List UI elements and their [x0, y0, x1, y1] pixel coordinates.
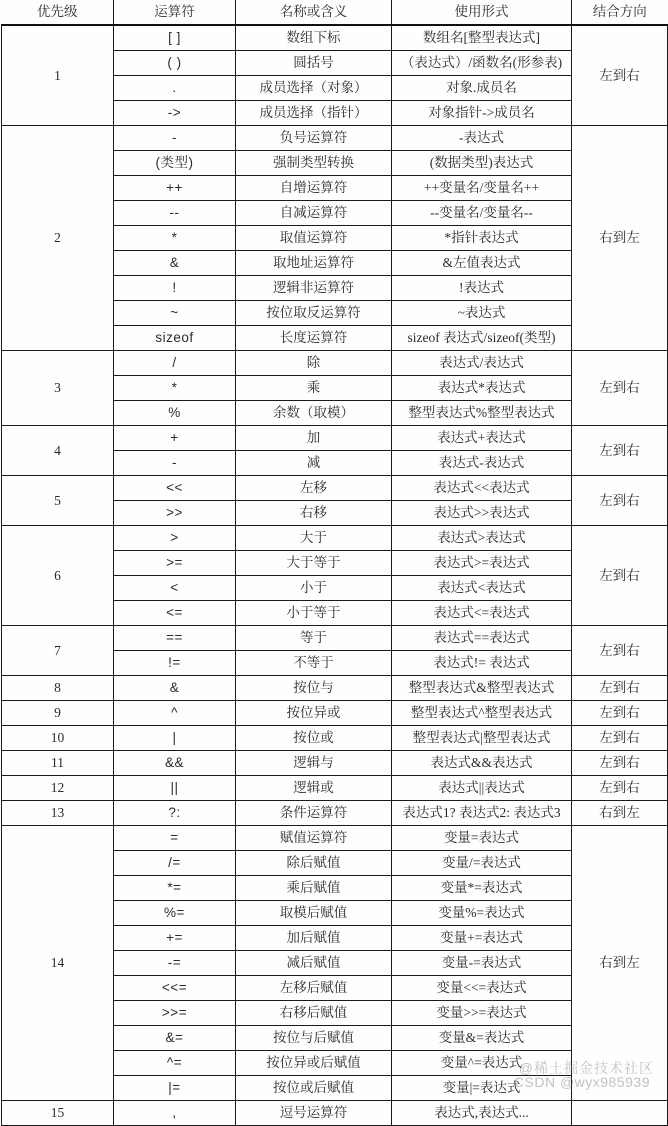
usage-cell: --变量名/变量名--	[392, 201, 572, 226]
meaning-cell: 等于	[236, 626, 392, 651]
operator-cell: +=	[114, 926, 236, 951]
operator-cell: [ ]	[114, 25, 236, 51]
operator-cell: -=	[114, 951, 236, 976]
meaning-cell: 余数（取模）	[236, 401, 392, 426]
usage-cell: 表达式+表达式	[392, 426, 572, 451]
meaning-cell: 右移后赋值	[236, 1001, 392, 1026]
meaning-cell: 取模后赋值	[236, 901, 392, 926]
meaning-cell: 小于等于	[236, 601, 392, 626]
table-header	[2, 0, 668, 25]
usage-cell: 变量%=表达式	[392, 901, 572, 926]
associativity-cell: 左到右	[572, 25, 668, 126]
operator-cell: /	[114, 351, 236, 376]
usage-cell: 整型表达式^整型表达式	[392, 701, 572, 726]
operator-cell: sizeof	[114, 326, 236, 351]
usage-cell: 对象.成员名	[392, 76, 572, 101]
meaning-cell: 取地址运算符	[236, 251, 392, 276]
meaning-cell: 减	[236, 451, 392, 476]
usage-cell: 变量<<=表达式	[392, 976, 572, 1001]
usage-cell: 整型表达式&整型表达式	[392, 676, 572, 701]
operator-cell: ^=	[114, 1051, 236, 1076]
table-row	[2, 426, 668, 451]
usage-cell: 表达式1? 表达式2: 表达式3	[392, 801, 572, 826]
priority-cell: 4	[2, 426, 114, 476]
associativity-cell: 右到左	[572, 126, 668, 351]
associativity-cell: 左到右	[572, 626, 668, 676]
operator-cell: ==	[114, 626, 236, 651]
operator-cell: <<=	[114, 976, 236, 1001]
usage-cell: 表达式>=表达式	[392, 551, 572, 576]
operator-cell: /=	[114, 851, 236, 876]
meaning-cell: 成员选择（指针）	[236, 101, 392, 126]
operator-cell: <	[114, 576, 236, 601]
table-row	[2, 676, 668, 701]
associativity-cell: 左到右	[572, 701, 668, 726]
meaning-cell: 加后赋值	[236, 926, 392, 951]
meaning-cell: 除后赋值	[236, 851, 392, 876]
operator-cell: ++	[114, 176, 236, 201]
operator-cell: >>=	[114, 1001, 236, 1026]
associativity-cell	[572, 1101, 668, 1126]
table-row	[2, 25, 668, 51]
meaning-cell: 自减运算符	[236, 201, 392, 226]
header-operator: 运算符	[114, 0, 236, 25]
operator-cell: &=	[114, 1026, 236, 1051]
usage-cell: 表达式/表达式	[392, 351, 572, 376]
usage-cell: 表达式==表达式	[392, 626, 572, 651]
priority-cell: 8	[2, 676, 114, 701]
priority-cell: 3	[2, 351, 114, 426]
operator-cell: *	[114, 376, 236, 401]
operator-cell: --	[114, 201, 236, 226]
table-row	[2, 351, 668, 376]
priority-cell: 9	[2, 701, 114, 726]
meaning-cell: 乘	[236, 376, 392, 401]
meaning-cell: 强制类型转换	[236, 151, 392, 176]
table-body	[2, 25, 668, 1126]
usage-cell: 数组名[整型表达式]	[392, 25, 572, 51]
operator-cell: ^	[114, 701, 236, 726]
priority-cell: 7	[2, 626, 114, 676]
meaning-cell: 按位取反运算符	[236, 301, 392, 326]
usage-cell: (数据类型)表达式	[392, 151, 572, 176]
usage-cell: 表达式!= 表达式	[392, 651, 572, 676]
operator-cell: %	[114, 401, 236, 426]
operator-cell: &&	[114, 751, 236, 776]
operator-cell: =	[114, 826, 236, 851]
operator-cell: <<	[114, 476, 236, 501]
priority-cell: 15	[2, 1101, 114, 1126]
associativity-cell: 左到右	[572, 476, 668, 526]
meaning-cell: 自增运算符	[236, 176, 392, 201]
usage-cell: ~表达式	[392, 301, 572, 326]
usage-cell: 变量&=表达式	[392, 1026, 572, 1051]
table-row	[2, 1101, 668, 1126]
associativity-cell: 右到左	[572, 801, 668, 826]
usage-cell: 表达式*表达式	[392, 376, 572, 401]
meaning-cell: 负号运算符	[236, 126, 392, 151]
meaning-cell: 条件运算符	[236, 801, 392, 826]
usage-cell: 变量*=表达式	[392, 876, 572, 901]
priority-cell: 10	[2, 726, 114, 751]
associativity-cell: 左到右	[572, 776, 668, 801]
operator-cell: -	[114, 451, 236, 476]
associativity-cell: 左到右	[572, 351, 668, 426]
usage-cell: 表达式||表达式	[392, 776, 572, 801]
usage-cell: 变量-=表达式	[392, 951, 572, 976]
usage-cell: 表达式-表达式	[392, 451, 572, 476]
table-row	[2, 751, 668, 776]
usage-cell: 对象指针->成员名	[392, 101, 572, 126]
operator-cell: !	[114, 276, 236, 301]
operator-cell: >	[114, 526, 236, 551]
priority-cell: 6	[2, 526, 114, 626]
meaning-cell: 数组下标	[236, 25, 392, 51]
operator-cell: *=	[114, 876, 236, 901]
operator-cell: ~	[114, 301, 236, 326]
operator-cell: <=	[114, 601, 236, 626]
meaning-cell: 赋值运算符	[236, 826, 392, 851]
usage-cell: sizeof 表达式/sizeof(类型)	[392, 326, 572, 351]
table-row	[2, 476, 668, 501]
operator-cell: &	[114, 676, 236, 701]
meaning-cell: 取值运算符	[236, 226, 392, 251]
operator-cell: .	[114, 76, 236, 101]
meaning-cell: 逻辑与	[236, 751, 392, 776]
meaning-cell: 按位或	[236, 726, 392, 751]
operator-cell: |	[114, 726, 236, 751]
usage-cell: 表达式>>表达式	[392, 501, 572, 526]
usage-cell: &左值表达式	[392, 251, 572, 276]
meaning-cell: 乘后赋值	[236, 876, 392, 901]
usage-cell: 表达式>表达式	[392, 526, 572, 551]
table-row	[2, 801, 668, 826]
usage-cell: （表达式）/函数名(形参表)	[392, 51, 572, 76]
priority-cell: 11	[2, 751, 114, 776]
associativity-cell: 左到右	[572, 426, 668, 476]
usage-cell: 变量/=表达式	[392, 851, 572, 876]
operator-cell: !=	[114, 651, 236, 676]
meaning-cell: 成员选择（对象）	[236, 76, 392, 101]
meaning-cell: 按位或后赋值	[236, 1076, 392, 1101]
priority-cell: 13	[2, 801, 114, 826]
meaning-cell: 左移后赋值	[236, 976, 392, 1001]
meaning-cell: 左移	[236, 476, 392, 501]
usage-cell: 表达式,表达式...	[392, 1101, 572, 1126]
meaning-cell: 加	[236, 426, 392, 451]
operator-cell: >>	[114, 501, 236, 526]
usage-cell: 变量=表达式	[392, 826, 572, 851]
operator-precedence-table	[1, 0, 668, 1126]
usage-cell: 变量^=表达式	[392, 1051, 572, 1076]
operator-cell: ||	[114, 776, 236, 801]
header-associativity: 结合方向	[572, 0, 668, 25]
operator-cell: ?:	[114, 801, 236, 826]
operator-cell: ,	[114, 1101, 236, 1126]
table-row	[2, 776, 668, 801]
associativity-cell: 左到右	[572, 751, 668, 776]
operator-cell: +	[114, 426, 236, 451]
operator-cell: ->	[114, 101, 236, 126]
usage-cell: 表达式<<表达式	[392, 476, 572, 501]
operator-cell: ( )	[114, 51, 236, 76]
operator-cell: %=	[114, 901, 236, 926]
priority-cell: 5	[2, 476, 114, 526]
usage-cell: 变量+=表达式	[392, 926, 572, 951]
usage-cell: 变量|=表达式	[392, 1076, 572, 1101]
meaning-cell: 逻辑非运算符	[236, 276, 392, 301]
table-row	[2, 126, 668, 151]
usage-cell: 整型表达式%整型表达式	[392, 401, 572, 426]
meaning-cell: 按位与后赋值	[236, 1026, 392, 1051]
operator-cell: -	[114, 126, 236, 151]
meaning-cell: 减后赋值	[236, 951, 392, 976]
meaning-cell: 除	[236, 351, 392, 376]
usage-cell: !表达式	[392, 276, 572, 301]
table-row	[2, 526, 668, 551]
meaning-cell: 逗号运算符	[236, 1101, 392, 1126]
usage-cell: *指针表达式	[392, 226, 572, 251]
meaning-cell: 右移	[236, 501, 392, 526]
table-row	[2, 726, 668, 751]
usage-cell: 整型表达式|整型表达式	[392, 726, 572, 751]
meaning-cell: 按位异或后赋值	[236, 1051, 392, 1076]
associativity-cell: 左到右	[572, 726, 668, 751]
csdn-watermark: CSDN @wyx985939	[513, 1074, 650, 1090]
meaning-cell: 圆括号	[236, 51, 392, 76]
associativity-cell: 右到左	[572, 826, 668, 1101]
operator-cell: |=	[114, 1076, 236, 1101]
meaning-cell: 不等于	[236, 651, 392, 676]
operator-cell: >=	[114, 551, 236, 576]
operator-cell: *	[114, 226, 236, 251]
table-row	[2, 701, 668, 726]
header-row	[2, 0, 668, 25]
usage-cell: 表达式<表达式	[392, 576, 572, 601]
header-usage: 使用形式	[392, 0, 572, 25]
meaning-cell: 逻辑或	[236, 776, 392, 801]
meaning-cell: 大于	[236, 526, 392, 551]
table-row	[2, 826, 668, 851]
usage-cell: ++变量名/变量名++	[392, 176, 572, 201]
priority-cell: 1	[2, 25, 114, 126]
table-row	[2, 626, 668, 651]
operator-cell: &	[114, 251, 236, 276]
associativity-cell: 左到右	[572, 526, 668, 626]
associativity-cell: 左到右	[572, 676, 668, 701]
priority-cell: 14	[2, 826, 114, 1101]
header-priority: 优先级	[2, 0, 114, 25]
usage-cell: -表达式	[392, 126, 572, 151]
priority-cell: 2	[2, 126, 114, 351]
usage-cell: 表达式<=表达式	[392, 601, 572, 626]
usage-cell: 表达式&&表达式	[392, 751, 572, 776]
meaning-cell: 按位与	[236, 676, 392, 701]
priority-cell: 12	[2, 776, 114, 801]
header-meaning: 名称或含义	[236, 0, 392, 25]
meaning-cell: 按位异或	[236, 701, 392, 726]
usage-cell: 变量>>=表达式	[392, 1001, 572, 1026]
meaning-cell: 长度运算符	[236, 326, 392, 351]
operator-cell: (类型)	[114, 151, 236, 176]
juejin-watermark: @稀土掘金技术社区	[518, 1060, 654, 1076]
meaning-cell: 大于等于	[236, 551, 392, 576]
meaning-cell: 小于	[236, 576, 392, 601]
